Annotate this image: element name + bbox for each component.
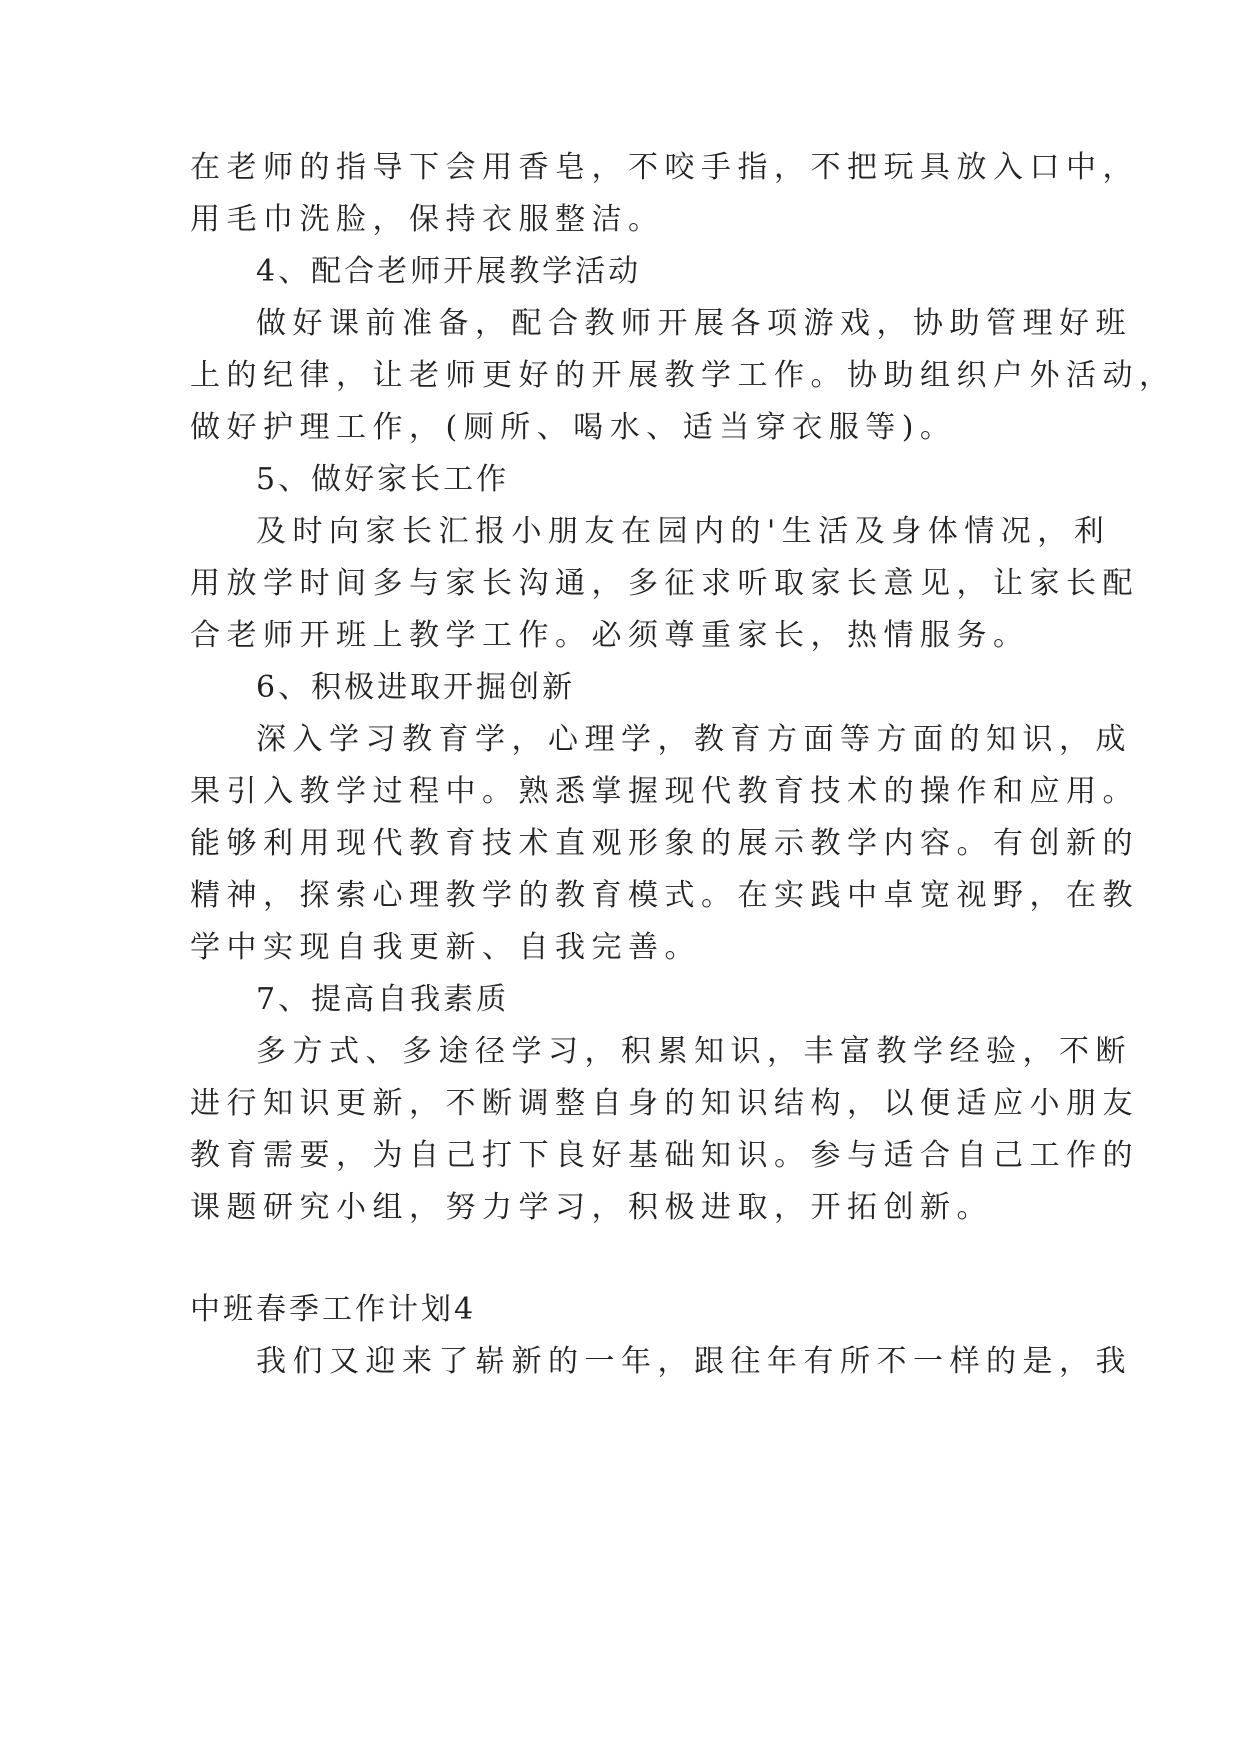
paragraph-line: 及时向家长汇报小朋友在园内的'生活及身体情况，利 xyxy=(256,514,1111,549)
section-heading: 5、做好家长工作 xyxy=(256,462,510,497)
paragraph-line: 用放学时间多与家长沟通，多征求听取家长意见，让家长配 xyxy=(190,566,1139,601)
paragraph-line: 学中实现自我更新、自我完善。 xyxy=(190,930,701,965)
paragraph-line: 多方式、多途径学习，积累知识，丰富教学经验，不断 xyxy=(256,1034,1132,1069)
paragraph-line: 课题研究小组，努力学习，积极进取，开拓创新。 xyxy=(190,1190,993,1225)
section-heading: 4、配合老师开展教学活动 xyxy=(256,254,642,289)
paragraph-line: 能够利用现代教育技术直观形象的展示教学内容。有创新的 xyxy=(190,826,1139,861)
paragraph-line: 用毛巾洗脸，保持衣服整洁。 xyxy=(190,202,665,237)
paragraph-line: 我们又迎来了崭新的一年，跟往年有所不一样的是，我 xyxy=(256,1344,1132,1379)
paragraph-line: 进行知识更新，不断调整自身的知识结构，以便适应小朋友 xyxy=(190,1086,1139,1121)
paragraph-line: 教育需要，为自己打下良好基础知识。参与适合自己工作的 xyxy=(190,1138,1139,1173)
paragraph-line: 合老师开班上教学工作。必须尊重家长，热情服务。 xyxy=(190,618,1030,653)
paragraph-line: 精神，探索心理教学的教育模式。在实践中卓宽视野，在教 xyxy=(190,878,1139,913)
paragraph-line: 在老师的指导下会用香皂，不咬手指，不把玩具放入口中， xyxy=(190,150,1139,185)
section-heading: 7、提高自我素质 xyxy=(256,982,510,1017)
paragraph-line: 做好课前准备，配合教师开展各项游戏，协助管理好班 xyxy=(256,306,1132,341)
section-title: 中班春季工作计划4 xyxy=(190,1292,477,1327)
paragraph-line: 深入学习教育学，心理学，教育方面等方面的知识，成 xyxy=(256,722,1132,757)
paragraph-line: 果引入教学过程中。熟悉掌握现代教育技术的操作和应用。 xyxy=(190,774,1139,809)
paragraph-line: 上的纪律，让老师更好的开展教学工作。协助组织户外活动， xyxy=(190,358,1176,393)
section-heading: 6、积极进取开掘创新 xyxy=(256,670,576,705)
paragraph-line: 做好护理工作，(厕所、喝水、适当穿衣服等)。 xyxy=(190,410,957,445)
